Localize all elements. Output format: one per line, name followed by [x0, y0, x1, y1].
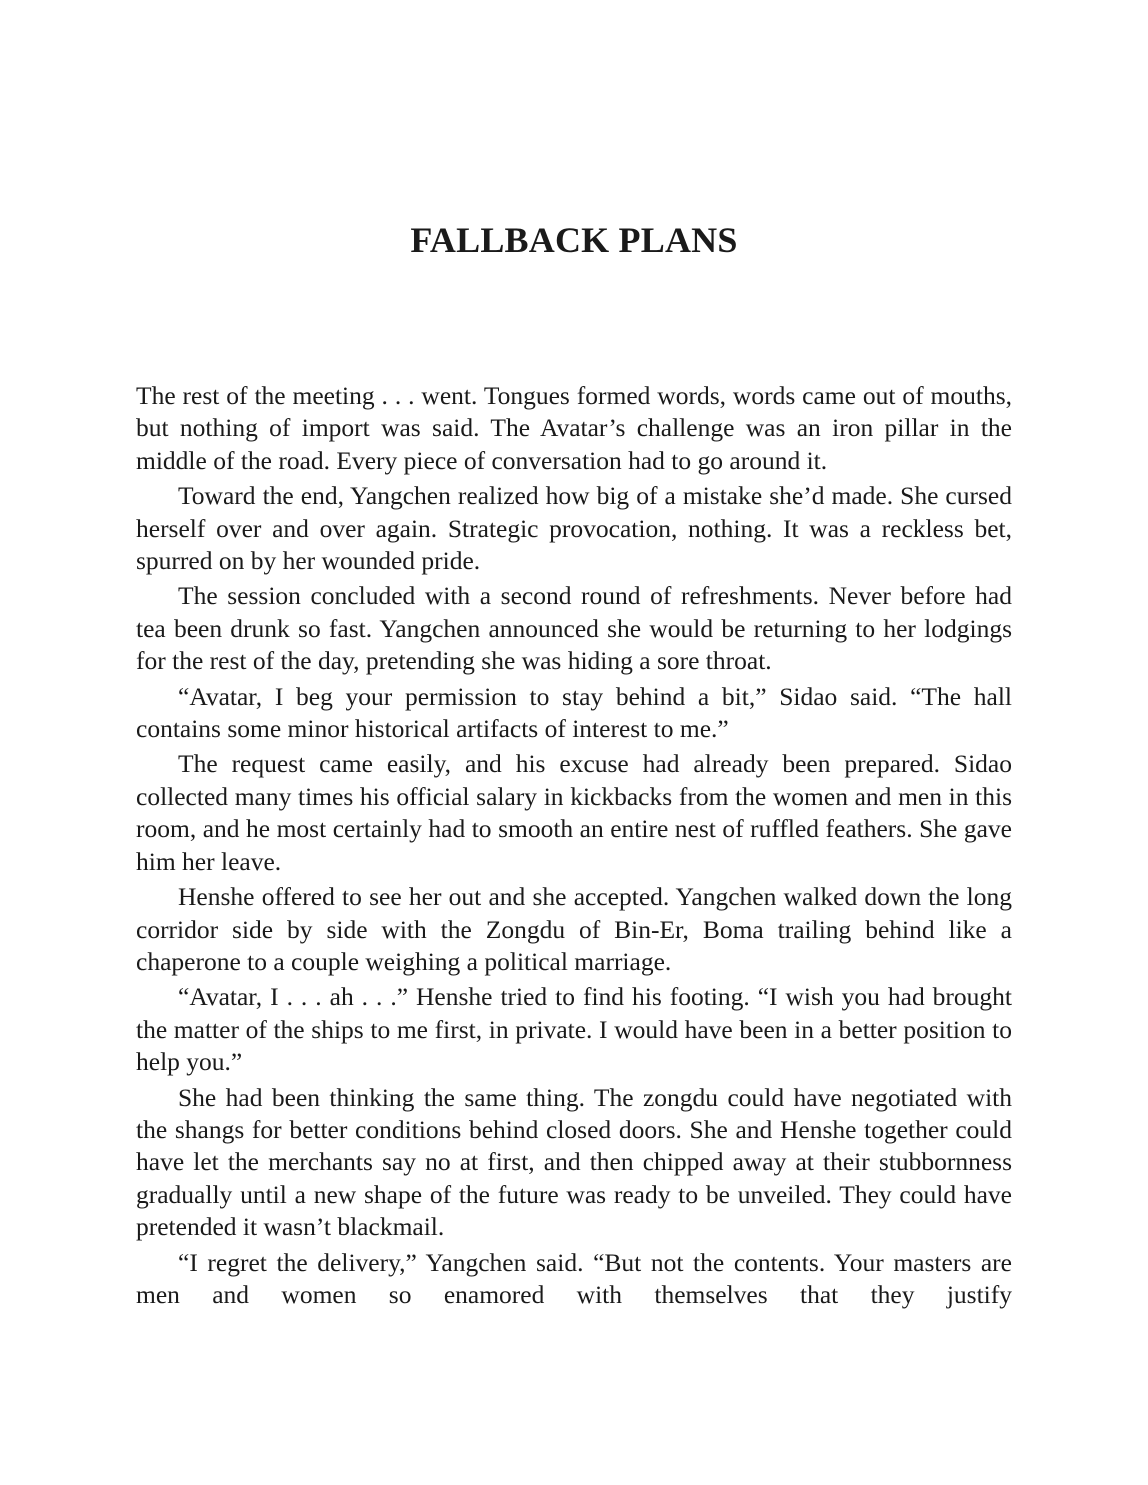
- chapter-body: [136, 380, 1012, 1314]
- chapter-title: FALLBACK PLANS: [410, 220, 738, 260]
- paragraph: The session concluded with a second round of refreshments. Never before had tea been drunk so fast. Yangchen announced she would be returning to her lodgings for the rest of the day, pretending she was hiding a sore throat.: [136, 581, 1012, 676]
- paragraph: She had been thinking the same thing. The zongdu could have negotiated with the shangs for better conditions behind closed doors. She and Henshe together could have let the merchants say no at first, and then chipped away at their stubbornness gradually until a new shape of the future was ready to be unveiled. They could have pretended it wasn’t blackmail.: [136, 1082, 1012, 1242]
- paragraph: “Avatar, I . . . ah . . .” Henshe tried to find his footing. “I wish you had brought the matter of the ships to me first, in private. I would have been in a better position to help you.”: [136, 982, 1012, 1077]
- paragraph: The rest of the meeting . . . went. Tongues formed words, words came out of mouths, but nothing of import was said. The Avatar’s challenge was an iron pillar in the middle of the road. Every piece of conversation had to go around it.: [136, 381, 1012, 475]
- paragraph: Toward the end, Yangchen realized how big of a mistake she’d made. She cursed herself over and over again. Strategic provocation, nothing. It was a reckless bet, spurred on by her wounded pride.: [136, 481, 1012, 576]
- paragraph-continued: “I regret the delivery,” Yangchen said. “But not the contents. Your masters are men and women so enamored with themselves that they justify: [136, 1247, 1012, 1309]
- paragraph: Henshe offered to see her out and she accepted. Yangchen walked down the long corridor side by side with the Zongdu of Bin-Er, Boma trailing behind like a chaperone to a couple weighing a political marriage.: [136, 882, 1012, 976]
- paragraph: The request came easily, and his excuse had already been prepared. Sidao collected many times his official salary in kickbacks from the women and men in this room, and he most certainly had to smooth an entire nest of ruffled feathers. She gave him her leave.: [136, 749, 1012, 876]
- paragraph: “Avatar, I beg your permission to stay behind a bit,” Sidao said. “The hall contains some minor historical artifacts of interest to me.”: [136, 681, 1012, 744]
